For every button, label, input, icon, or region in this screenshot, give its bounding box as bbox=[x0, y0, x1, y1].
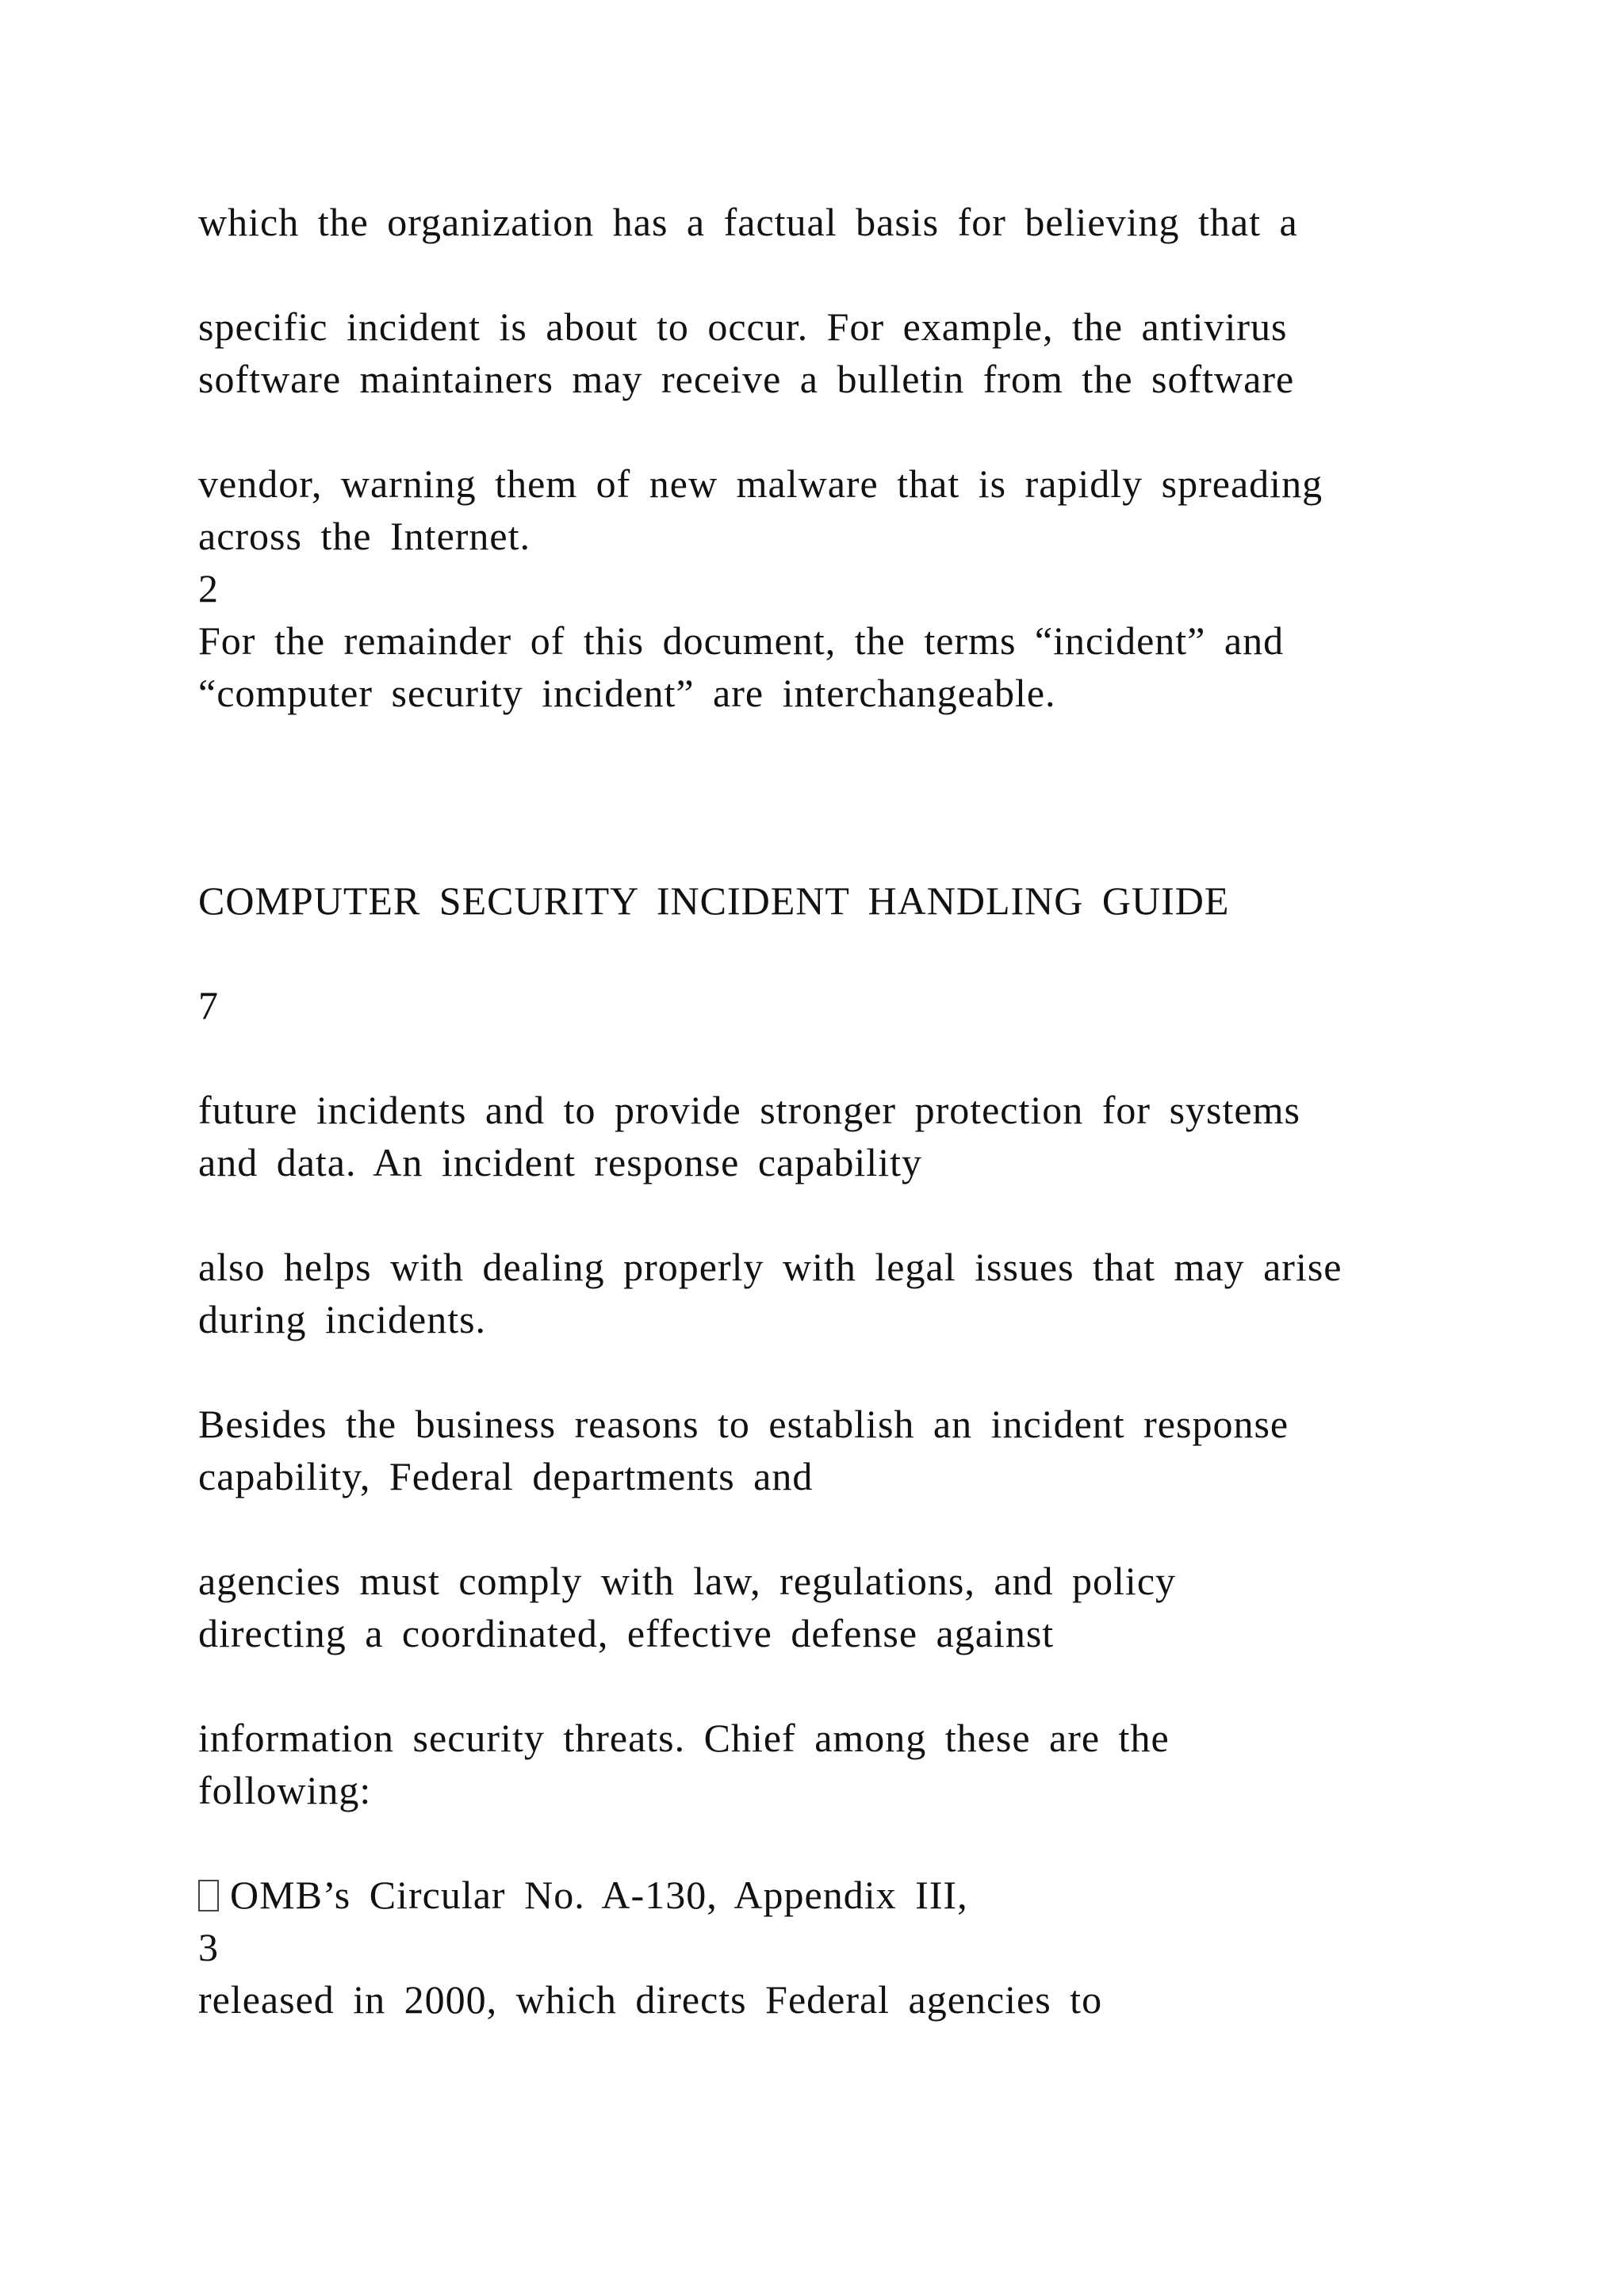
text-line: directing a coordinated, effective defense against bbox=[198, 1611, 1055, 1655]
text-line: information security threats. Chief among these are the bbox=[198, 1716, 1170, 1760]
footnote-text: For the remainder of this document, the terms “incident” and bbox=[198, 618, 1285, 663]
text-line: software maintainers may receive a bulletin from the software bbox=[198, 357, 1295, 401]
text-line: future incidents and to provide stronger protection for systems bbox=[198, 1088, 1300, 1132]
bullet-icon bbox=[198, 1880, 219, 1911]
text-line: vendor, warning them of new malware that is rapidly spreading bbox=[198, 461, 1323, 506]
running-header: COMPUTER SECURITY INCIDENT HANDLING GUIDE bbox=[198, 878, 1230, 923]
text-line: following: bbox=[198, 1768, 372, 1812]
list-item bbox=[198, 1869, 968, 1920]
footnote-number: 2 bbox=[198, 566, 219, 610]
footnote-text: “computer security incident” are interchangeable. bbox=[198, 671, 1056, 715]
text-line: which the organization has a factual basis for believing that a bbox=[198, 200, 1298, 244]
list-item-text: OMB’s Circular No. A-130, Appendix III, bbox=[230, 1873, 968, 1917]
footnote-number: 3 bbox=[198, 1925, 219, 1969]
text-line: across the Internet. bbox=[198, 514, 531, 558]
text-line: also helps with dealing properly with legal issues that may arise bbox=[198, 1245, 1342, 1289]
text-line: during incidents. bbox=[198, 1297, 487, 1341]
text-line: specific incident is about to occur. For example, the antivirus bbox=[198, 304, 1288, 349]
text-line: released in 2000, which directs Federal agencies to bbox=[198, 1977, 1103, 2022]
text-line: Besides the business reasons to establish an incident response bbox=[198, 1402, 1289, 1446]
text-line: capability, Federal departments and bbox=[198, 1454, 814, 1498]
text-line: agencies must comply with law, regulations, and policy bbox=[198, 1559, 1177, 1603]
page-number: 7 bbox=[198, 983, 219, 1027]
text-line: and data. An incident response capability bbox=[198, 1140, 922, 1184]
